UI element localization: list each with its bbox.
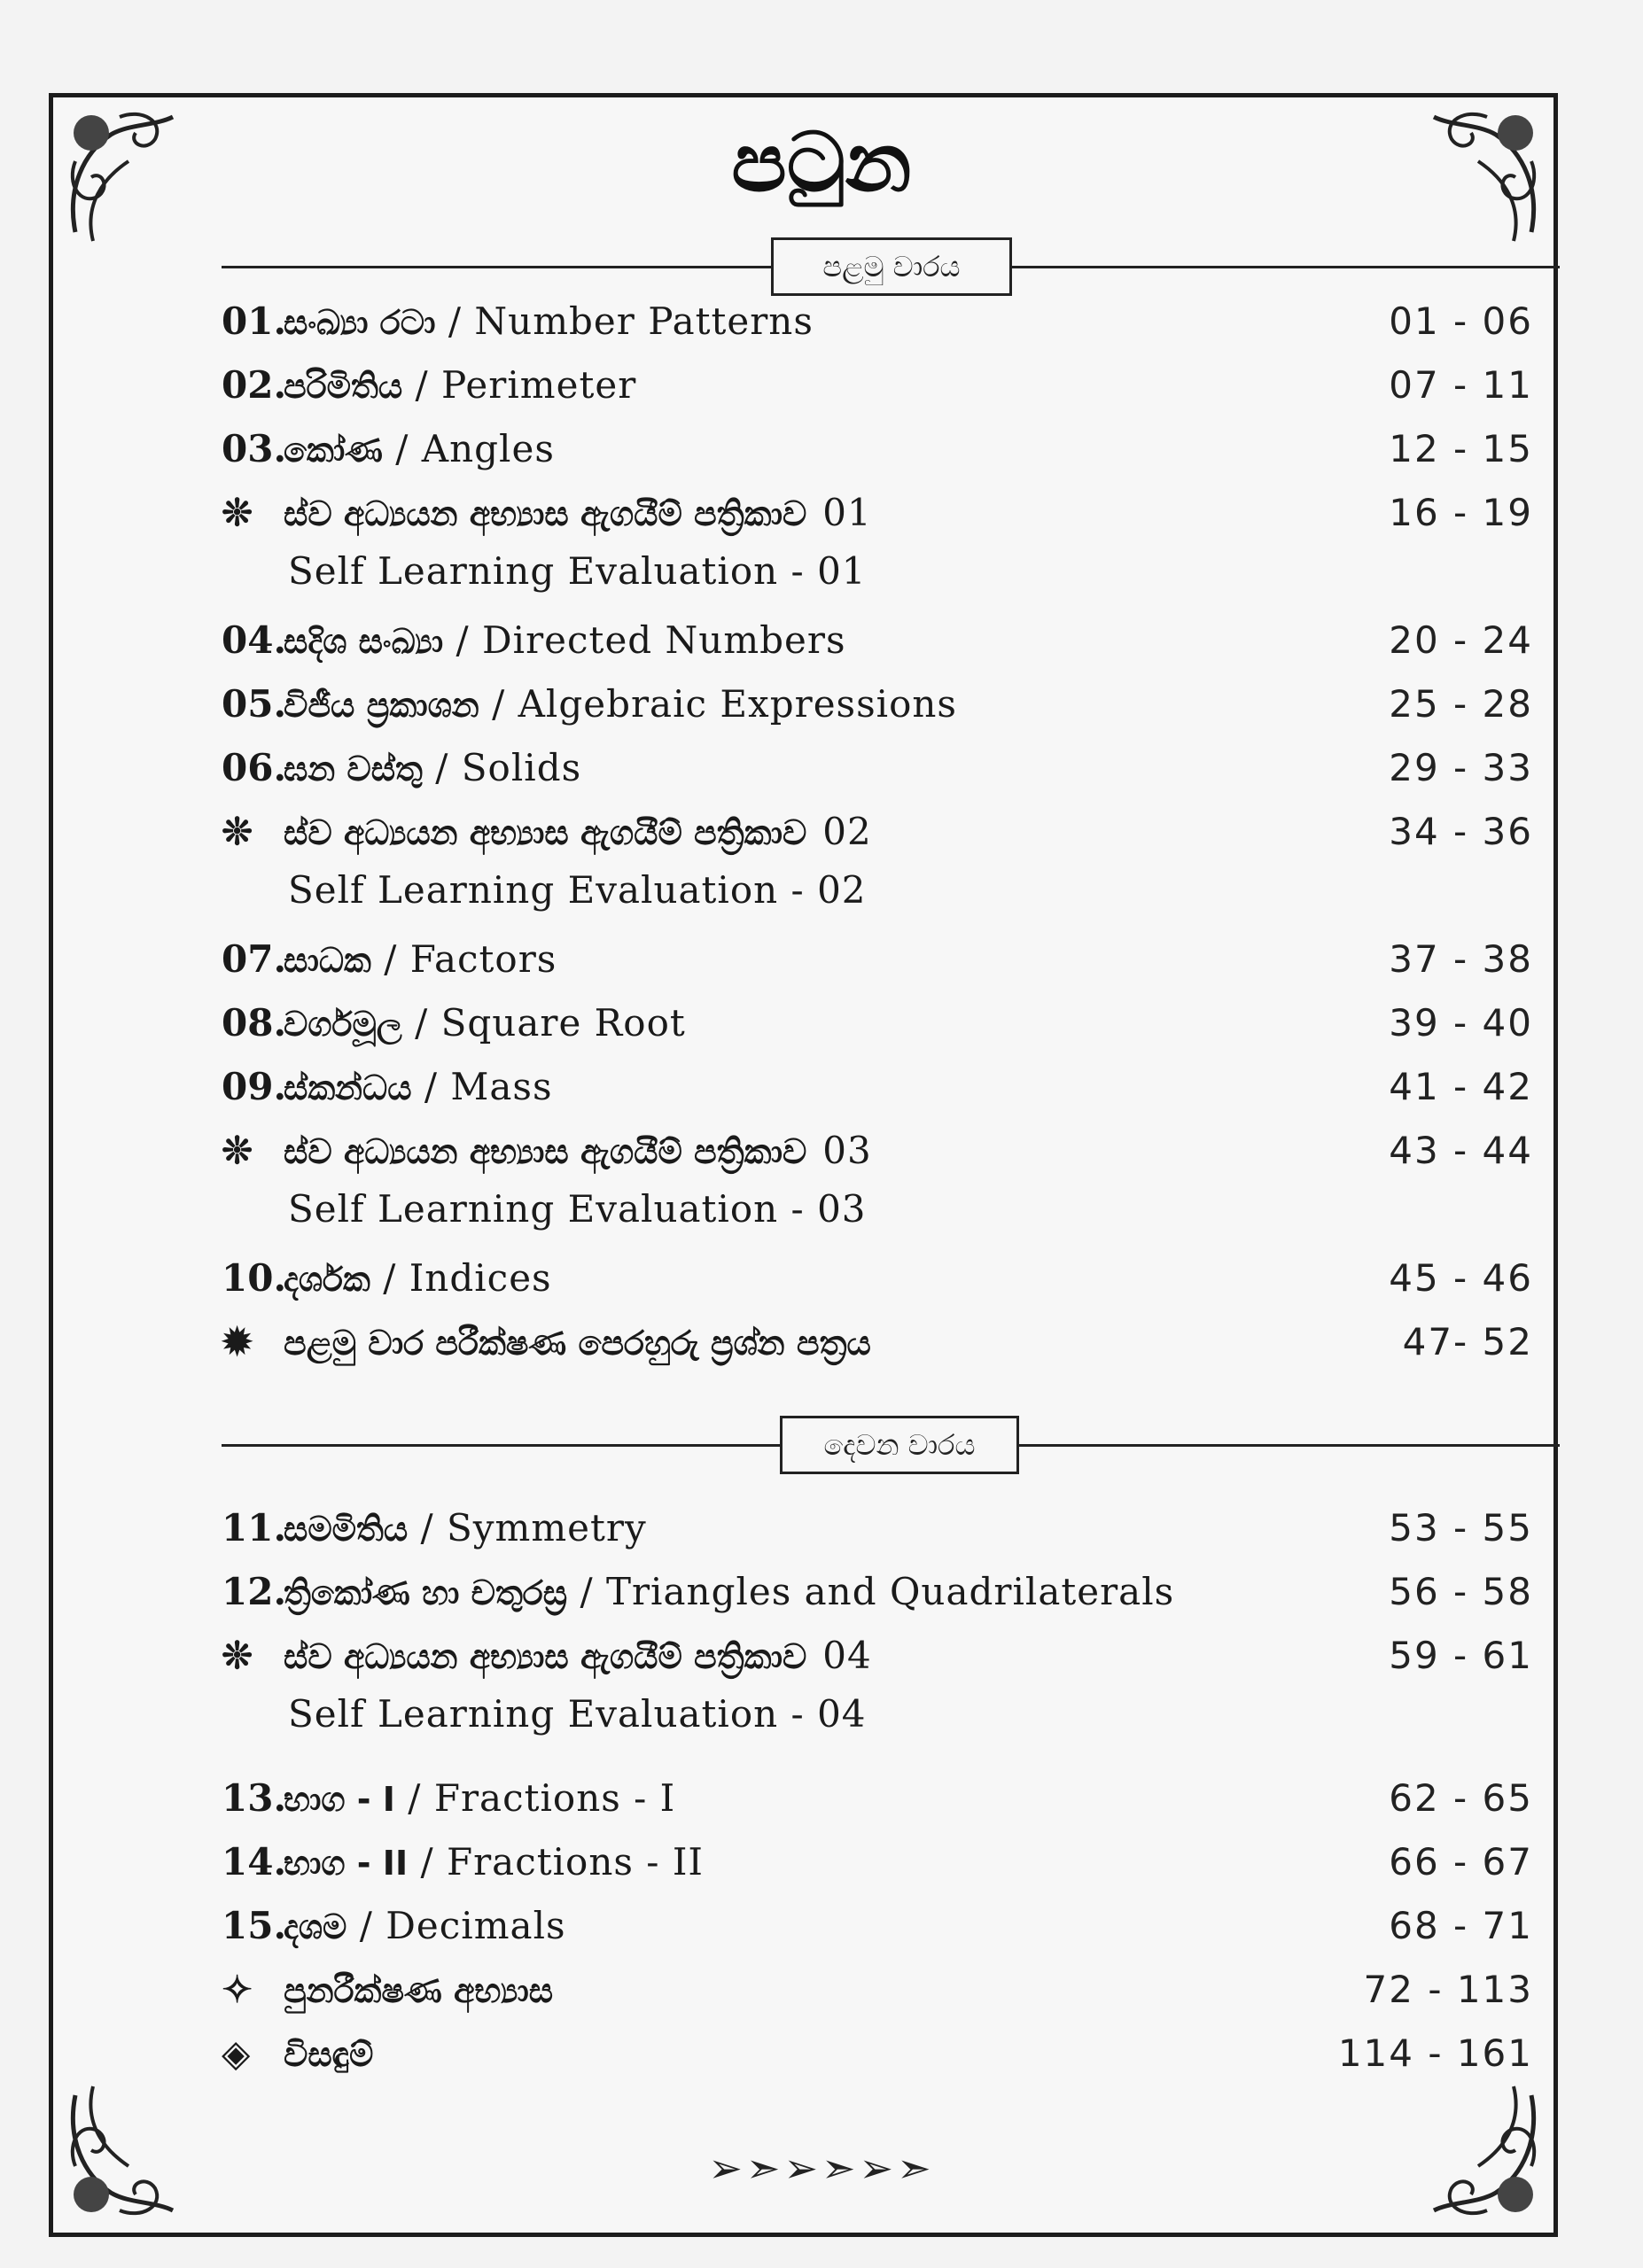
toc-entry (222, 618, 1533, 672)
toc-entry-label (222, 363, 636, 407)
toc-entry-label (222, 427, 555, 470)
toc-entry-number: 07. (222, 937, 287, 981)
toc-entry-number: 15. (222, 1904, 287, 1947)
term-label: දෙවන වාරය (780, 1416, 1019, 1474)
toc-entry-number: 03. (222, 427, 287, 470)
toc-entry-separator: / (422, 746, 462, 789)
toc-entry-subtitle: Self Learning Evaluation - 03 (288, 1187, 867, 1231)
toc-entry-english: Fractions - II (446, 1840, 705, 1884)
toc-entry-subtitle: Self Learning Evaluation - 04 (288, 1692, 867, 1736)
toc-entry-sinhala: සමමිතිය (284, 1510, 409, 1549)
toc-entry (222, 363, 1533, 416)
toc-entry-sinhala: සාධක (284, 941, 371, 980)
toc-entry (222, 427, 1533, 480)
toc-entry-separator: / (408, 1840, 447, 1884)
toc-entry-sinhala: විසඳුම් (284, 2035, 374, 2074)
toc-entry-pages: 01 - 06 (1389, 299, 1533, 343)
toc-entry-sinhala: කෝණ (284, 431, 383, 470)
toc-entry-label (222, 1840, 704, 1884)
toc-entry-label (222, 1968, 569, 2011)
toc-entry-english: 04 (822, 1634, 872, 1677)
toc-entry (222, 746, 1533, 799)
toc-entry-separator: / (382, 427, 422, 470)
toc-entry-label (222, 1001, 686, 1045)
toc-entry-separator: / (408, 1506, 448, 1550)
toc-entry-label (222, 746, 581, 789)
toc-entry-sinhala: ස්කන්ධය (284, 1068, 412, 1107)
toc-entry-english: Indices (409, 1256, 552, 1300)
toc-entry-sinhala: භාග - I (284, 1780, 395, 1819)
toc-entry-number: 05. (222, 682, 287, 726)
toc-entry-sinhala: ස්ව අධ්‍යයන අභ්‍යාස ඇගයීම් පත්‍රිකාව (284, 1637, 807, 1676)
toc-entry-english: Mass (450, 1065, 553, 1108)
toc-entry (222, 299, 1533, 353)
toc-entry-separator: / (394, 1776, 434, 1820)
toc-entry-separator: / (479, 682, 518, 726)
toc-entry-number: 13. (222, 1776, 287, 1820)
toc-entry-number: 14. (222, 1840, 287, 1884)
toc-entry-english: Symmetry (447, 1506, 647, 1550)
toc-entry-label (222, 1634, 872, 1677)
toc-entry-separator: / (435, 299, 475, 343)
toc-entry (222, 937, 1533, 990)
toc-entry (222, 491, 1533, 544)
toc-entry-sinhala: ස්ව අධ්‍යයන අභ්‍යාස ඇගයීම් පත්‍රිකාව (284, 494, 807, 533)
toc-entry-label (222, 810, 872, 853)
toc-entry-pages: 53 - 55 (1389, 1506, 1533, 1550)
toc-entry-number: 02. (222, 363, 287, 407)
toc-entry-pages: 68 - 71 (1389, 1904, 1533, 1947)
toc-entry-pages: 45 - 46 (1389, 1256, 1533, 1300)
toc-entry-pages: 12 - 15 (1389, 427, 1533, 470)
toc-entry-pages: 41 - 42 (1389, 1065, 1533, 1108)
toc-entry-pages: 07 - 11 (1389, 363, 1533, 407)
toc-entry-pages: 114 - 161 (1337, 2031, 1533, 2075)
toc-entry-sinhala: පරිමිතිය (284, 367, 403, 406)
toc-entry-sinhala: ඝන වස්තු (284, 750, 423, 788)
toc-entry (222, 1570, 1533, 1623)
toc-entry-sinhala: වර්ගමූල (284, 1005, 402, 1044)
toc-entry-label (222, 1570, 1174, 1613)
toc-entry-english: Solids (461, 746, 582, 789)
toc-entry-number: ◈ (222, 2031, 251, 2075)
toc-entry-pages: 59 - 61 (1389, 1634, 1533, 1677)
toc-entry-pages: 56 - 58 (1389, 1570, 1533, 1613)
toc-entry-pages: 34 - 36 (1389, 810, 1533, 853)
toc-entry-label (222, 1256, 552, 1300)
toc-entry-separator: / (347, 1904, 386, 1947)
toc-entry-sinhala: භාග - II (284, 1844, 409, 1883)
toc-entry-number: 08. (222, 1001, 287, 1045)
toc-entry-sinhala: ස්ව අධ්‍යයන අභ්‍යාස ඇගයීම් පත්‍රිකාව (284, 1132, 807, 1171)
toc-entry-english: Factors (409, 937, 557, 981)
toc-entry-pages: 66 - 67 (1389, 1840, 1533, 1884)
toc-entry-pages: 72 - 113 (1363, 1968, 1533, 2011)
toc-entry-separator: / (411, 1065, 451, 1108)
toc-entry-number: ✹ (222, 1320, 253, 1363)
toc-entry-english: Directed Numbers (482, 618, 846, 662)
toc-entry-subtitle: Self Learning Evaluation - 01 (288, 549, 867, 593)
toc-entry-label (222, 299, 814, 343)
toc-entry (222, 1506, 1533, 1559)
toc-entry-sinhala: පළමු වාර පරීක්ෂණ පෙරහුරු ප්‍රශ්න පත්‍රය (284, 1324, 871, 1363)
toc-entry-sinhala: දර්ශක (284, 1260, 370, 1299)
toc-entry (222, 1776, 1533, 1829)
term-header (222, 237, 1560, 299)
toc-entry (222, 1065, 1533, 1118)
toc-entry-pages: 62 - 65 (1389, 1776, 1533, 1820)
toc-entry-sinhala: පුනරීක්ෂණ අභ්‍යාස (284, 1971, 554, 2010)
toc-entry-pages: 43 - 44 (1389, 1129, 1533, 1172)
toc-entry-subtitle: Self Learning Evaluation - 02 (288, 868, 867, 912)
toc-entry (222, 1904, 1533, 1957)
toc-entry-pages: 37 - 38 (1389, 937, 1533, 981)
toc-entry-sinhala: ස්ව අධ්‍යයන අභ්‍යාස ඇගයීම් පත්‍රිකාව (284, 813, 807, 852)
toc-entry-number: 11. (222, 1506, 287, 1550)
toc-entry (222, 1256, 1533, 1309)
term-label: පළමු වාරය (771, 237, 1012, 296)
toc-entry-english: Fractions - I (433, 1776, 676, 1820)
toc-entry-label (222, 1506, 647, 1550)
toc-entry-number: ❊ (222, 1129, 253, 1172)
toc-entry-english: Angles (421, 427, 555, 470)
toc-entry-english: 01 (822, 491, 872, 534)
toc-entry-separator: / (402, 363, 442, 407)
toc-entry-label (222, 2031, 389, 2075)
toc-entry-pages: 39 - 40 (1389, 1001, 1533, 1045)
toc-entry-number: ❊ (222, 810, 253, 853)
toc-entry-separator: / (401, 1001, 441, 1045)
toc-entry-pages: 29 - 33 (1389, 746, 1533, 789)
toc-entry-number: 10. (222, 1256, 287, 1300)
toc-entry (222, 1129, 1533, 1182)
toc-entry-number: ✧ (222, 1968, 253, 2011)
toc-entry-separator: / (567, 1570, 606, 1613)
toc-entry-label (222, 491, 872, 534)
footer-ornament: ➢➣➢➣➢➣ (708, 2144, 935, 2192)
toc-entry-sinhala: සදිශ සංඛ්‍යා (284, 622, 444, 661)
toc-entry-label (222, 937, 557, 981)
toc-entry-sinhala: ත්‍රිකෝණ හා චතුරස්‍ර (284, 1573, 568, 1612)
toc-entry (222, 1840, 1533, 1893)
toc-entry-number: ❊ (222, 1634, 253, 1677)
toc-entry-english: 03 (822, 1129, 872, 1172)
toc-entry-number: 01. (222, 299, 287, 343)
toc-entry-separator: / (370, 937, 410, 981)
toc-entry-label (222, 1904, 566, 1947)
toc-entry-english: Square Root (440, 1001, 686, 1045)
toc-entry-label (222, 682, 957, 726)
toc-entry-number: 04. (222, 618, 287, 662)
toc-entry (222, 2031, 1533, 2085)
term-header (222, 1416, 1560, 1478)
toc-entry (222, 682, 1533, 735)
toc-entry-sinhala: දශම (284, 1907, 347, 1946)
toc-entry (222, 1634, 1533, 1687)
toc-entry-separator: / (370, 1256, 409, 1300)
toc-entry (222, 1001, 1533, 1054)
toc-entry (222, 810, 1533, 863)
toc-entry-sinhala: සංඛ්‍යා රටා (284, 303, 436, 342)
toc-entry-english: Triangles and Quadrilaterals (605, 1570, 1175, 1613)
toc-entry (222, 1320, 1533, 1373)
toc-entry-pages: 47- 52 (1402, 1320, 1533, 1363)
toc-entry-english: 02 (822, 810, 872, 853)
toc-entry-sinhala: විජීය ප්‍රකාශන (284, 686, 479, 725)
toc-entry-number: 09. (222, 1065, 287, 1108)
toc-entry-label (222, 1776, 675, 1820)
toc-entry-english: Algebraic Expressions (518, 682, 957, 726)
toc-entry-separator: / (443, 618, 482, 662)
toc-entry-label (222, 1320, 887, 1363)
toc-entry-english: Number Patterns (474, 299, 814, 343)
toc-entry-pages: 16 - 19 (1389, 491, 1533, 534)
toc-entry-label (222, 618, 846, 662)
toc-entry-number: 12. (222, 1570, 287, 1613)
toc-entry-english: Decimals (385, 1904, 566, 1947)
toc-entry-pages: 20 - 24 (1389, 618, 1533, 662)
page-title: පටුන (731, 115, 912, 210)
toc-entry (222, 1968, 1533, 2021)
toc-entry-english: Perimeter (441, 363, 637, 407)
toc-entry-label (222, 1129, 872, 1172)
toc-entry-number: ❊ (222, 491, 253, 534)
toc-entry-number: 06. (222, 746, 287, 789)
toc-entry-pages: 25 - 28 (1389, 682, 1533, 726)
toc-entry-label (222, 1065, 553, 1108)
